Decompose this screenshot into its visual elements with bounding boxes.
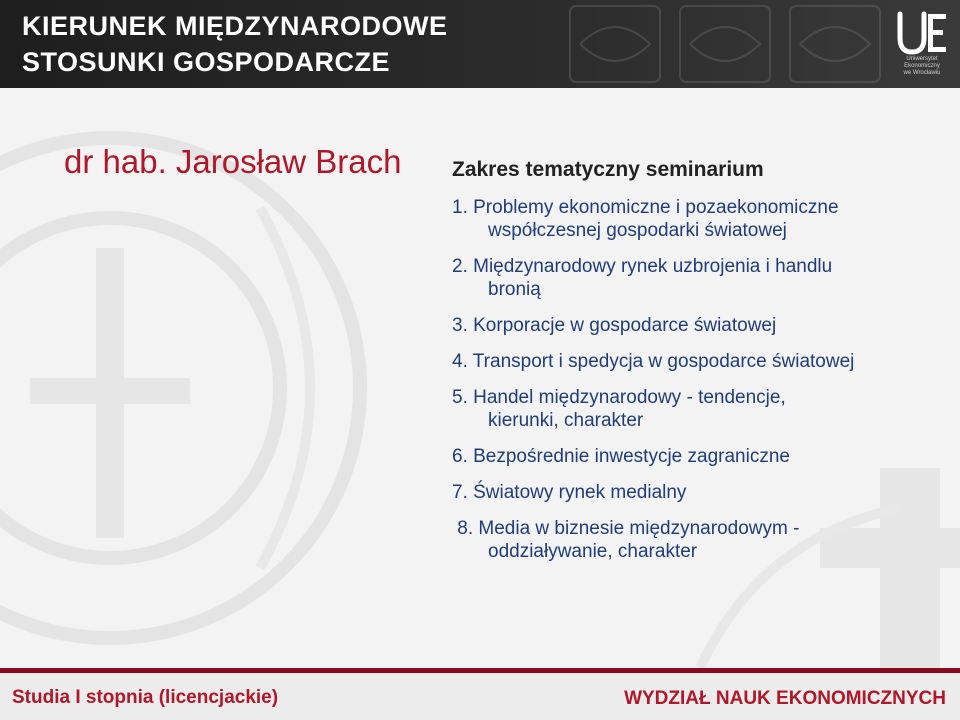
topic-line-continued: oddziaływanie, charakter <box>488 541 698 562</box>
topic-line-continued: bronią <box>488 279 541 300</box>
topic-line-continued: współczesnej gospodarki światowej <box>488 220 787 241</box>
header-bar <box>0 0 960 88</box>
topic-item <box>452 445 952 468</box>
topic-item <box>452 196 952 242</box>
header-title-line2: STOSUNKI GOSPODARCZE <box>22 47 391 77</box>
study-level-label: Studia I stopnia (licencjackie) <box>12 687 279 708</box>
topic-line: 8. Media w biznesie międzynarodowym - <box>452 518 800 539</box>
topic-line: 6. Bezpośrednie inwestycje zagraniczne <box>452 446 790 467</box>
topic-item <box>452 314 952 337</box>
topic-item <box>452 386 952 432</box>
topic-item <box>452 255 952 301</box>
topic-line: 4. Transport i spedycja w gospodarce światowej <box>452 351 855 372</box>
seminar-topics <box>452 156 952 576</box>
logo-caption-line2: Ekonomiczny <box>904 63 940 69</box>
logo-caption <box>892 56 952 77</box>
topic-item <box>452 481 952 504</box>
header-title <box>22 8 448 80</box>
header-ornament <box>560 0 890 88</box>
topic-item <box>452 350 952 373</box>
logo-caption-line1: Uniwersytet <box>906 56 938 62</box>
topic-line: 7. Światowy rynek medialny <box>452 482 687 503</box>
header-title-line1: KIERUNEK MIĘDZYNARODOWE <box>22 11 448 41</box>
topic-line: 5. Handel międzynarodowy - tendencje, <box>452 387 786 408</box>
topic-item <box>452 517 952 563</box>
topic-line-continued: kierunki, charakter <box>488 410 644 431</box>
topic-line: 3. Korporacje w gospodarce światowej <box>452 315 777 336</box>
topic-line: 2. Międzynarodowy rynek uzbrojenia i handlu <box>452 256 833 277</box>
logo-caption-line3: we Wrocławiu <box>903 70 941 76</box>
faculty-label: WYDZIAŁ NAUK EKONOMICZNYCH <box>624 688 946 709</box>
topic-line: 1. Problemy ekonomiczne i pozaekonomiczne <box>452 197 839 218</box>
section-title: Zakres tematyczny seminarium <box>452 158 764 181</box>
author-name: dr hab. Jarosław Brach <box>64 143 402 180</box>
footer-bar <box>0 673 960 720</box>
